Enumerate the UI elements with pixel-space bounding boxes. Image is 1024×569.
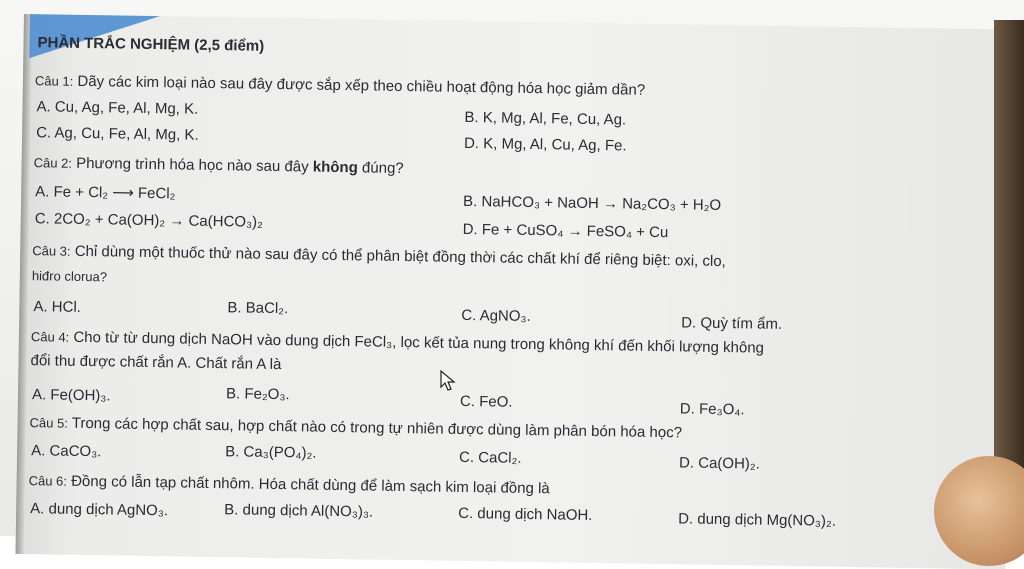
q2-option-c: C. 2CO₂ + Ca(OH)₂ → Ca(HCO₃)₂ — [34, 210, 264, 231]
question-2-text-bold: không — [312, 158, 358, 177]
question-4-label: Câu 4: — [30, 329, 70, 345]
q1-option-c: C. Ag, Cu, Fe, Al, Mg, K. — [36, 124, 199, 144]
question-5-label: Câu 5: — [29, 415, 69, 431]
q6-option-d: D. dung dịch Mg(NO₃)₂. — [678, 510, 837, 530]
question-1-text: Dãy các kim loại nào sau đây được sắp xếp theo chiều hoạt động hóa học giảm dần? — [77, 72, 646, 99]
q4-option-a: A. Fe(OH)₃. — [31, 386, 111, 405]
q4-option-c: C. FeO. — [459, 392, 513, 411]
q1-option-d: D. K, Mg, Al, Cu, Ag, Fe. — [463, 134, 627, 155]
question-3-label: Câu 3: — [32, 243, 71, 259]
q4-option-b: B. Fe₂O₃. — [225, 385, 290, 404]
q2-option-d: D. Fe + CuSO₄ → FeSO₄ + Cu — [462, 220, 669, 242]
question-1 — [35, 72, 645, 99]
question-2 — [34, 154, 404, 177]
question-2-label: Câu 2: — [33, 155, 73, 171]
q6-option-c: C. dung dịch NaOH. — [458, 504, 593, 524]
q1-option-b: B. K, Mg, Al, Fe, Cu, Ag. — [464, 108, 627, 129]
question-3-text: Chỉ dùng một thuốc thử nào sau đây có thể phân biệt đồng thời các chất khí để riêng biệt: oxi, clo, — [74, 242, 726, 271]
question-4-text: Cho từ từ dung dịch NaOH vào dung dịch FeCl₃, lọc kết tủa nung trong không khí đến khối lượng không — [73, 328, 765, 357]
q5-option-c: C. CaCl₂. — [458, 448, 522, 467]
question-3 — [32, 242, 726, 270]
mouse-pointer-icon — [440, 370, 456, 392]
q1-option-a: A. Cu, Ag, Fe, Al, Mg, K. — [36, 98, 199, 118]
question-4 — [31, 328, 764, 357]
section-title: PHẦN TRẮC NGHIỆM (2,5 điểm) — [37, 34, 265, 55]
question-3-text-2: hiđro clorua? — [31, 268, 108, 285]
worksheet-content — [16, 14, 1014, 569]
question-6 — [29, 472, 550, 497]
q4-option-d: D. Fe₃O₄. — [679, 400, 745, 419]
q3-option-b: B. BaCl₂. — [227, 299, 289, 318]
question-2-text-post: đúng? — [357, 159, 404, 177]
q2-option-a: A. Fe + Cl₂ ⟶ FeCl₂ — [35, 183, 176, 203]
question-2-text-pre: Phương trình hóa học nào sau đây — [76, 154, 313, 176]
question-6-label: Câu 6: — [28, 473, 68, 489]
question-5 — [29, 414, 682, 441]
question-6-text: Đồng có lẫn tạp chất nhôm. Hóa chất dùng để làm sạch kim loại đồng là — [71, 472, 550, 498]
q6-option-b: B. dung dịch Al(NO₃)₃. — [224, 501, 374, 521]
question-5-text: Trong các hợp chất sau, hợp chất nào có trong tự nhiên được dùng làm phân bón hóa học? — [71, 414, 683, 442]
q2-option-b: B. NaHCO₃ + NaOH → Na₂CO₃ + H₂O — [462, 192, 722, 214]
question-4-text-2: đổi thu được chất rắn A. Chất rắn A là — [30, 352, 282, 374]
worksheet-paper — [16, 14, 1014, 569]
q3-option-d: D. Quỳ tím ẩm. — [681, 314, 783, 333]
q3-option-c: C. AgNO₃. — [461, 306, 531, 325]
q3-option-a: A. HCl. — [33, 298, 82, 316]
q5-option-d: D. Ca(OH)₂. — [678, 454, 760, 473]
q6-option-a: A. dung dịch AgNO₃. — [30, 500, 169, 520]
q5-option-a: A. CaCO₃. — [31, 442, 102, 461]
q5-option-b: B. Ca₃(PO₄)₂. — [225, 443, 317, 462]
question-1-label: Câu 1: — [34, 73, 74, 89]
